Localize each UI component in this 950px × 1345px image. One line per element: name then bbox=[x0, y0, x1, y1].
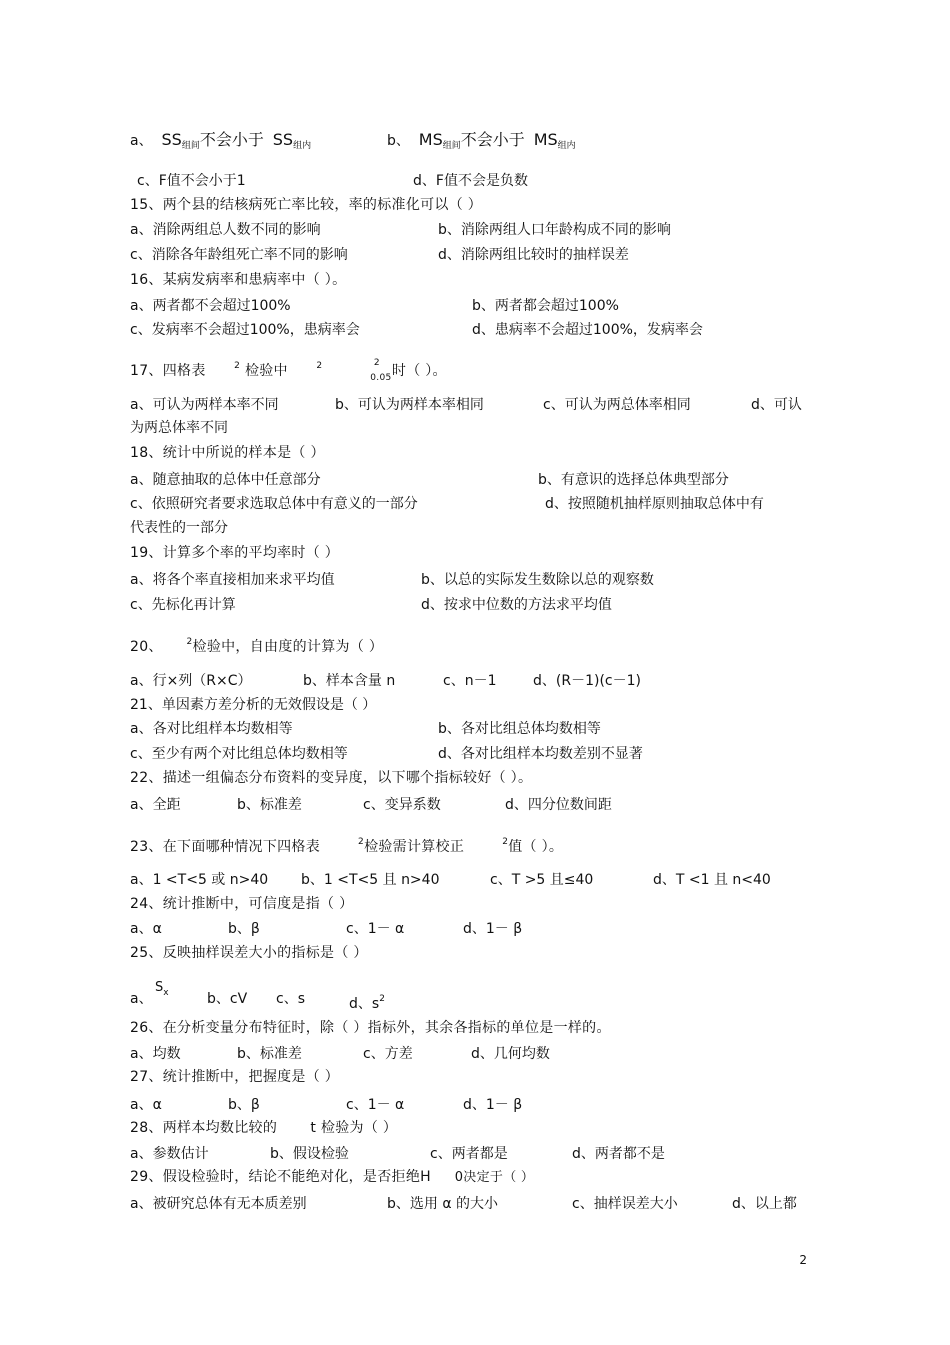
q17-option-d: d、可认 bbox=[751, 397, 802, 413]
q15-option-d: d、消除两组比较时的抽样误差 bbox=[438, 247, 629, 263]
q16-option-a: a、两者都不会超过100% bbox=[130, 298, 291, 314]
q29-option-d: d、以上都 bbox=[732, 1196, 797, 1212]
q28-option-d: d、两者都不是 bbox=[572, 1146, 665, 1162]
q18-option-d: d、按照随机抽样原则抽取总体中有 bbox=[545, 496, 764, 512]
q24-option-d: d、1－ β bbox=[463, 921, 523, 937]
q27-stem: 27、统计推断中，把握度是（ ） bbox=[130, 1069, 340, 1085]
q16-option-d: d、患病率不会超过100%，发病率会 bbox=[472, 322, 703, 338]
q20-stem: 20、 $^2$检验中，自由度的计算为（ ） bbox=[130, 637, 384, 655]
q16-option-b: b、两者都会超过100% bbox=[472, 298, 619, 314]
q17-option-b: b、可认为两样本率相同 bbox=[335, 397, 484, 413]
q20-option-c: c、n－1 bbox=[443, 673, 497, 689]
q24-option-a: a、α bbox=[130, 921, 162, 937]
q18-option-a: a、随意抽取的总体中任意部分 bbox=[130, 472, 321, 488]
q24-stem: 24、统计推断中，可信度是指（ ） bbox=[130, 896, 354, 912]
q28-option-a: a、参数估计 bbox=[130, 1146, 209, 1162]
q25-option-d: d、$s^2$ bbox=[349, 994, 385, 1012]
q20-option-d: d、(R－1)(c－1) bbox=[533, 673, 641, 689]
q24-option-c: c、1－ α bbox=[346, 921, 405, 937]
q28-option-c: c、两者都是 bbox=[430, 1146, 508, 1162]
q17-option-a: a、可认为两样本率不同 bbox=[130, 397, 279, 413]
q19-stem: 19、计算多个率的平均率时（ ） bbox=[130, 545, 340, 561]
q18-option-d-continued: 代表性的一部分 bbox=[130, 520, 228, 536]
q14-option-b: b、 $MS_{组间}$不会小于 $MS_{组内}$ bbox=[387, 130, 576, 151]
q20-option-a: a、行×列（R×C） bbox=[130, 673, 252, 689]
q27-option-b: b、β bbox=[228, 1097, 260, 1113]
q19-option-b: b、以总的实际发生数除以总的观察数 bbox=[421, 572, 654, 588]
page-number: 2 bbox=[799, 1253, 807, 1267]
q19-option-d: d、按求中位数的方法求平均值 bbox=[421, 597, 612, 613]
q26-stem: 26、在分析变量分布特征时，除（ ）指标外，其余各指标的单位是一样的。 bbox=[130, 1020, 611, 1036]
q17-stem: 17、四格表 $^2$ 检验中 $^2$ 2 $_{0.05}$时（ ）。 bbox=[130, 358, 447, 383]
q26-option-a: a、均数 bbox=[130, 1046, 181, 1062]
q15-option-a: a、消除两组总人数不同的影响 bbox=[130, 222, 321, 238]
q17-option-d-continued: 为两总体率不同 bbox=[130, 420, 228, 436]
q14-option-a: a、 $SS_{组间}$不会小于 $SS_{组内}$ bbox=[130, 130, 312, 151]
q26-option-b: b、标准差 bbox=[237, 1046, 302, 1062]
q14-option-c: c、F值不会小于1 bbox=[137, 173, 246, 189]
q21-option-c: c、至少有两个对比组总体均数相等 bbox=[130, 746, 348, 762]
q22-option-c: c、变异系数 bbox=[363, 797, 441, 813]
q15-option-b: b、消除两组人口年龄构成不同的影响 bbox=[438, 222, 671, 238]
q19-option-a: a、将各个率直接相加来求平均值 bbox=[130, 572, 335, 588]
q22-option-b: b、标准差 bbox=[237, 797, 302, 813]
q18-stem: 18、统计中所说的样本是（ ） bbox=[130, 445, 325, 461]
q23-option-c: c、T >5 且≤40 bbox=[490, 872, 594, 888]
q22-stem: 22、描述一组偏态分布资料的变异度，以下哪个指标较好（ ）。 bbox=[130, 770, 533, 786]
q25-option-c: c、s bbox=[276, 991, 305, 1007]
q14-option-d: d、F值不会是负数 bbox=[413, 173, 528, 189]
q18-option-c: c、依照研究者要求选取总体中有意义的一部分 bbox=[130, 496, 418, 512]
q21-stem: 21、单因素方差分析的无效假设是（ ） bbox=[130, 697, 377, 713]
q15-stem: 15、两个县的结核病死亡率比较，率的标准化可以（ ） bbox=[130, 197, 483, 213]
q23-option-d: d、T <1 且 n<40 bbox=[653, 872, 771, 888]
q23-option-b: b、1 <T<5 且 n>40 bbox=[301, 872, 440, 888]
q23-stem: 23、在下面哪种情况下四格表 $^2$检验需计算校正 $^2$值（ ）。 bbox=[130, 837, 564, 855]
q25-option-a: a、 bbox=[130, 991, 153, 1007]
q26-option-d: d、几何均数 bbox=[471, 1046, 550, 1062]
q25-option-b: b、cV bbox=[207, 991, 248, 1007]
q15-option-c: c、消除各年龄组死亡率不同的影响 bbox=[130, 247, 348, 263]
q29-option-a: a、被研究总体有无本质差别 bbox=[130, 1196, 307, 1212]
q17-option-c: c、可认为两总体率相同 bbox=[543, 397, 691, 413]
q26-option-c: c、方差 bbox=[363, 1046, 413, 1062]
q29-stem: 29、假设检验时，结论不能绝对化，是否拒绝H 0决定于（ ） bbox=[130, 1169, 535, 1185]
q23-option-a: a、1 <T<5 或 n>40 bbox=[130, 872, 269, 888]
q25-option-a-symbol: $S_x$ bbox=[155, 980, 169, 998]
q27-option-a: a、α bbox=[130, 1097, 162, 1113]
q21-option-d: d、各对比组样本均数差别不显著 bbox=[438, 746, 643, 762]
q22-option-d: d、四分位数间距 bbox=[505, 797, 612, 813]
q18-option-b: b、有意识的选择总体典型部分 bbox=[538, 472, 729, 488]
q28-stem: 28、两样本均数比较的 t 检验为（ ） bbox=[130, 1120, 398, 1136]
q22-option-a: a、全距 bbox=[130, 797, 181, 813]
q21-option-b: b、各对比组总体均数相等 bbox=[438, 721, 601, 737]
q16-option-c: c、发病率不会超过100%，患病率会 bbox=[130, 322, 360, 338]
q29-option-c: c、抽样误差大小 bbox=[572, 1196, 678, 1212]
q25-stem: 25、反映抽样误差大小的指标是（ ） bbox=[130, 945, 368, 961]
q24-option-b: b、β bbox=[228, 921, 260, 937]
q19-option-c: c、先标化再计算 bbox=[130, 597, 236, 613]
q27-option-c: c、1－ α bbox=[346, 1097, 405, 1113]
q20-option-b: b、样本含量 n bbox=[303, 673, 396, 689]
q29-option-b: b、选用 α 的大小 bbox=[387, 1196, 499, 1212]
q27-option-d: d、1－ β bbox=[463, 1097, 523, 1113]
q28-option-b: b、假设检验 bbox=[270, 1146, 349, 1162]
q16-stem: 16、某病发病率和患病率中（ ）。 bbox=[130, 272, 347, 288]
q21-option-a: a、各对比组样本均数相等 bbox=[130, 721, 293, 737]
